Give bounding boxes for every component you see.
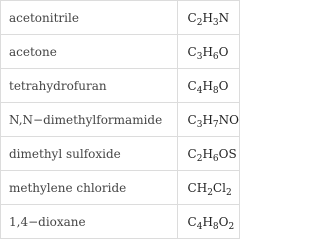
solvent-name: dimethyl sulfoxide [1, 137, 178, 171]
solvent-name: acetone [1, 35, 178, 69]
formula-element: H [202, 78, 213, 93]
table-row [1, 35, 240, 69]
formula-element: C [187, 78, 197, 93]
formula-subscript: 2 [196, 153, 203, 164]
table-row [1, 205, 240, 239]
table-row [1, 69, 240, 103]
molecular-formula [177, 1, 239, 35]
formula-subscript: 8 [212, 85, 219, 96]
formula-element: O [218, 44, 229, 59]
formula-element: C [187, 112, 197, 127]
formula-subscript: 3 [212, 17, 219, 28]
table-row [1, 103, 240, 137]
molecular-formula [177, 103, 239, 137]
molecular-formula [177, 69, 239, 103]
solvent-name: tetrahydrofuran [1, 69, 178, 103]
formula-element: H [202, 146, 213, 161]
solvent-name: 1,4−dioxane [1, 205, 178, 239]
formula-subscript: 2 [225, 187, 232, 198]
formula-subscript: 8 [212, 221, 219, 232]
formula-element: C [187, 10, 197, 25]
formula-element: NO [218, 112, 239, 127]
formula-element: C [187, 146, 197, 161]
table-row [1, 137, 240, 171]
formula-element: Cl [212, 180, 226, 195]
molecular-formula [177, 137, 239, 171]
formula-subscript: 2 [196, 17, 203, 28]
formula-element: O [218, 214, 229, 229]
formula-element: H [202, 44, 213, 59]
solvent-name: N,N−dimethylformamide [1, 103, 178, 137]
molecular-formula [177, 35, 239, 69]
formula-element: CH [187, 180, 208, 195]
formula-subscript: 3 [196, 51, 203, 62]
solvent-name: acetonitrile [1, 1, 178, 35]
formula-subscript: 3 [196, 119, 203, 130]
formula-subscript: 7 [212, 119, 219, 130]
molecular-formula [177, 171, 239, 205]
formula-element: H [202, 112, 213, 127]
formula-element: H [202, 10, 213, 25]
formula-element: C [187, 44, 197, 59]
formula-element: OS [218, 146, 237, 161]
formula-element: N [218, 10, 230, 25]
solvent-name: methylene chloride [1, 171, 178, 205]
table-row [1, 1, 240, 35]
molecular-formula [177, 205, 239, 239]
formula-element: O [218, 78, 229, 93]
formula-element: C [187, 214, 197, 229]
formula-subscript: 6 [212, 51, 219, 62]
formula-subscript: 4 [196, 221, 203, 232]
formula-subscript: 4 [196, 85, 203, 96]
formula-subscript: 2 [207, 187, 213, 198]
formula-element: H [202, 214, 213, 229]
formula-subscript: 6 [212, 153, 219, 164]
formula-subscript: 2 [228, 221, 235, 232]
table-row [1, 171, 240, 205]
